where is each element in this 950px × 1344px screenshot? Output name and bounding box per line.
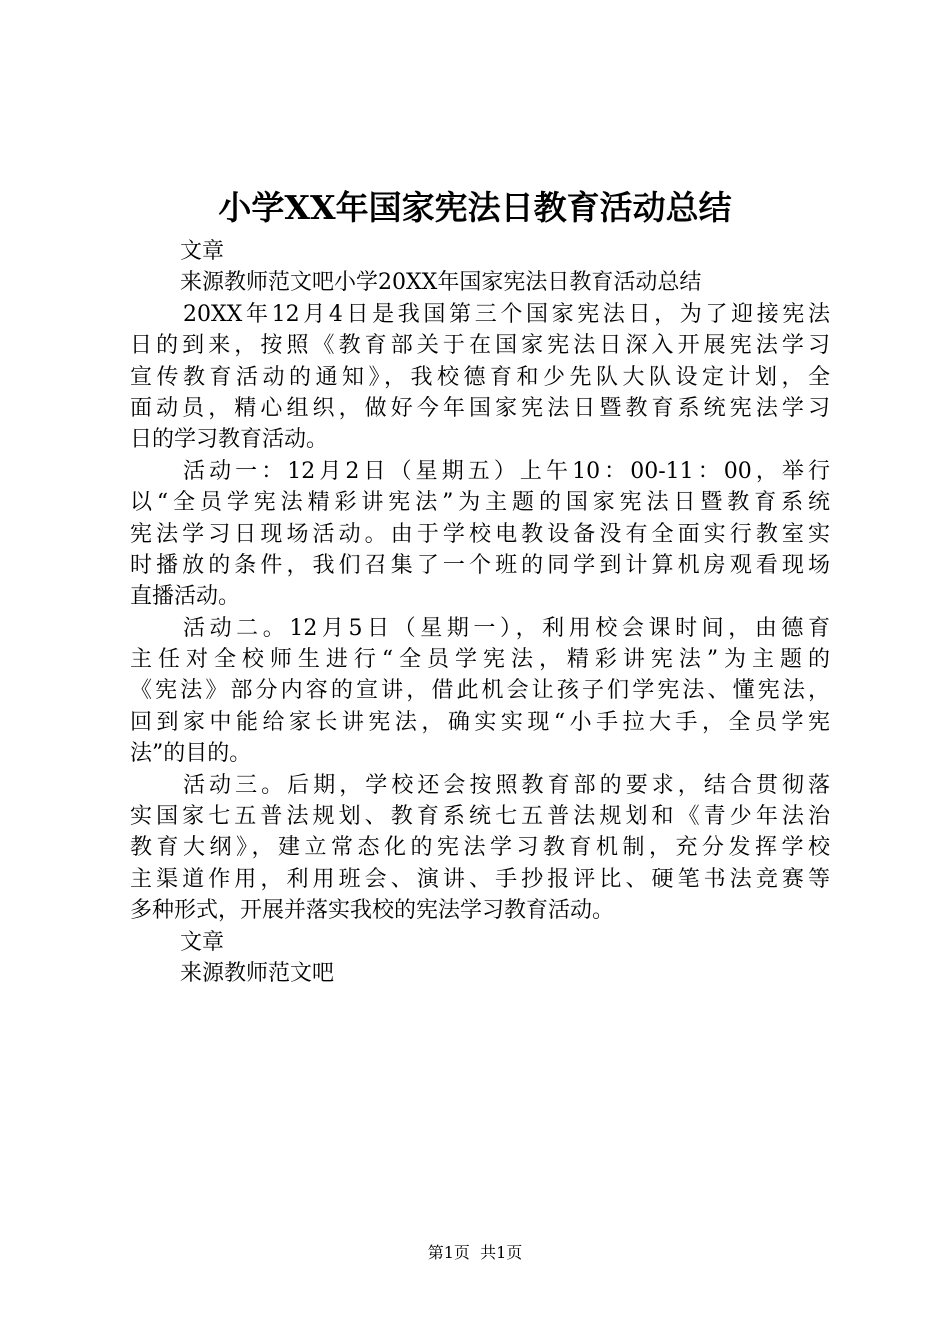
page-footer — [0, 1241, 950, 1265]
paragraph-line: 活动一：12月2日（星期五）上午10：00-11：00，举行 — [183, 458, 830, 484]
closing-line: 来源教师范文吧 — [180, 960, 335, 986]
paragraph-line: 时播放的条件，我们召集了一个班的同学到计算机房观看现场 — [130, 552, 830, 578]
paragraph-line: 面动员，精心组织，做好今年国家宪法日暨教育系统宪法学习 — [130, 395, 830, 421]
paragraph-line: 法”的目的。 — [130, 741, 252, 767]
paragraph-line: 直播活动。 — [130, 584, 241, 610]
document-body — [130, 236, 830, 989]
source-line: 来源教师范文吧小学20XX年国家宪法日教育活动总结 — [180, 270, 702, 296]
paragraph-line: 主渠道作用，利用班会、演讲、手抄报评比、硬笔书法竞赛等 — [130, 866, 830, 892]
paragraph-line: 活动三。后期，学校还会按照教育部的要求，结合贯彻落 — [183, 772, 830, 798]
paragraph-line: 多种形式，开展并落实我校的宪法学习教育活动。 — [130, 898, 615, 924]
source-line: 文章 — [180, 239, 225, 264]
paragraph-line: 宪法学习日现场活动。由于学校电教设备没有全面实行教室实 — [130, 521, 830, 547]
closing-line: 文章 — [180, 929, 225, 955]
paragraph-line: 20XX年12月4日是我国第三个国家宪法日，为了迎接宪法 — [183, 301, 830, 327]
paragraph-line: 教育大纲》，建立常态化的宪法学习教育机制，充分发挥学校 — [130, 835, 830, 861]
paragraph-line: 日的到来，按照《教育部关于在国家宪法日深入开展宪法学习 — [130, 333, 830, 359]
paragraph-line: 《宪法》部分内容的宣讲，借此机会让孩子们学宪法、懂宪法， — [130, 678, 830, 704]
paragraph-line: 活动二。12月5日（星期一），利用校会课时间，由德育 — [183, 615, 830, 641]
paragraph-line: 以“全员学宪法精彩讲宪法”为主题的国家宪法日暨教育系统 — [130, 490, 830, 516]
paragraph-line: 宣传教育活动的通知》，我校德育和少先队大队设定计划，全 — [130, 364, 830, 390]
page-number: 第1页 共1页 — [427, 1243, 523, 1262]
paragraph-line: 回到家中能给家长讲宪法，确实实现“小手拉大手，全员学宪 — [130, 709, 830, 735]
paragraph-line: 主任对全校师生进行“全员学宪法，精彩讲宪法”为主题的 — [130, 647, 830, 673]
document-title: 小学XX年国家宪法日教育活动总结 — [218, 188, 732, 227]
paragraph-line: 实国家七五普法规划、教育系统七五普法规划和《青少年法治 — [130, 804, 830, 830]
paragraph-line: 日的学习教育活动。 — [130, 427, 329, 453]
